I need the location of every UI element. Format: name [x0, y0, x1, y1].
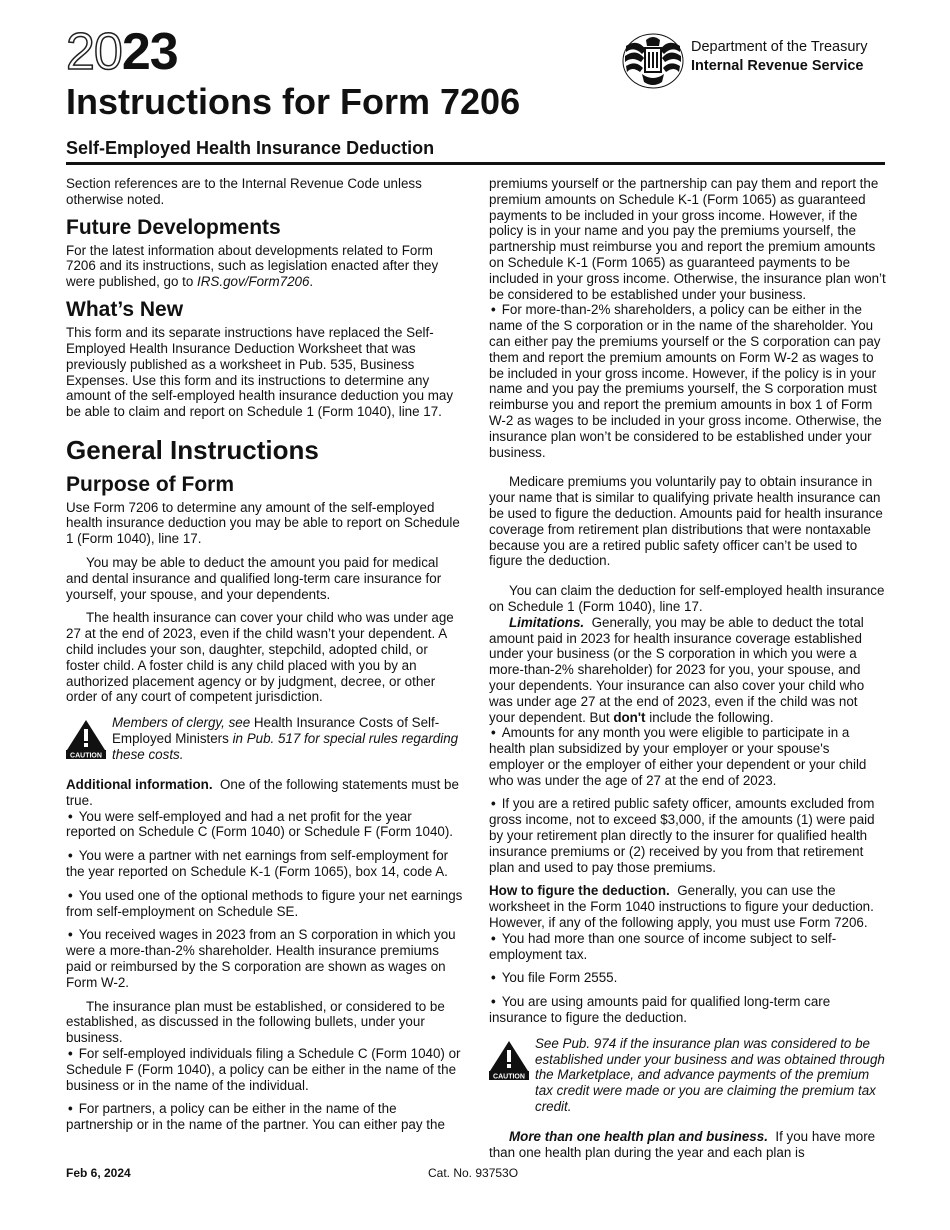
caution-icon	[489, 1040, 535, 1115]
revision-date: Feb 6, 2024	[66, 1166, 131, 1180]
header-rule	[66, 162, 885, 165]
additional-bullet: • You were a partner with net earnings from self-employment for the year reported on Schedule K-1 (Form 1065), box 14, code A.	[66, 848, 464, 880]
year-outline: 20	[66, 23, 122, 81]
additional-bullet: • You received wages in 2023 from an S corporation in which you were a more-than-2% shareholder. Health insurance premiums paid or reimbursed by the S corporation are shown as wages on Form W-2.	[66, 927, 464, 990]
heading-whats-new: What’s New	[66, 298, 184, 322]
caution-box-clergy	[66, 715, 464, 763]
how-to-figure-paragraph: How to figure the deduction. Generally, you can use the worksheet in the Form 1040 instructions to figure your deduction. However, if any of the following apply, you must use Form 7206.	[489, 883, 874, 931]
limitations-bullet: • If you are a retired public safety officer, amounts excluded from gross income, not to exceed $3,000, if the amounts (1) were paid by your retirement plan directly to the insurer for qualified health insurance premiums or (2) received by you from that retirement plan and used to pay those premiums.	[489, 796, 887, 875]
department-name: Department of the Treasury	[691, 39, 868, 55]
document-title: Instructions for Form 7206	[66, 81, 521, 122]
heading-future-developments: Future Developments	[66, 215, 281, 239]
medicare-paragraph: Medicare premiums you voluntarily pay to obtain insurance in your name that is similar to qualifying private health insurance can be used to figure the deduction. Amounts paid for health insurance coverage from retirement plan distributions that were nontaxable because you are a retired public safety officer can’t be used to figure the deduction.	[489, 474, 883, 569]
catalog-number: Cat. No. 93753O	[428, 1166, 519, 1180]
partnership-continuation: premiums yourself or the partnership can pay them and report the premium amounts on Schedule K-1 (Form 1065) as guaranteed payments to be included in your gross income. However, if the policy is in your name and you pay the premiums yourself, the partnership must reimburse you and report the premium amounts on Schedule K-1 (Form 1065) as guaranteed payments to be included in your gross income. Otherwise, the insurance plan won’t be considered to be established under your business.	[489, 176, 886, 302]
year-bold: 23	[121, 23, 178, 81]
purpose-paragraph-3: The health insurance can cover your child who was under age 27 at the end of 2023, even if the child wasn’t your dependent. A child includes your son, daughter, stepchild, adopted child, or foster child. A foster child is any child placed with you by an authorized placement agency or by judgment, decree, or other order of any court of competent jurisdiction.	[66, 610, 454, 705]
heading-general-instructions: General Instructions	[66, 434, 319, 465]
future-developments-text: For the latest information about developments related to Form 7206 and its instructions, such as legislation enacted after they were published, go to IRS.gov/Form7206.	[66, 242, 439, 290]
additional-bullet: • You were self-employed and had a net profit for the year reported on Schedule C (Form 1040) or Schedule F (Form 1040).	[66, 809, 464, 841]
whats-new-text: This form and its separate instructions have replaced the Self-Employed Health Insurance Deduction Worksheet that was previously published as a worksheet in Pub. 535, Business Expenses. Use this form and its instructions to determine any amount of the self-employed health insurance deduction you may be able to claim and report on Schedule 1 (Form 1040), line 17.	[66, 325, 454, 420]
additional-bullet: • You used one of the optional methods to figure your net earnings from self-employment on Schedule SE.	[66, 888, 464, 920]
right-column	[489, 176, 887, 1168]
howto-bullet: • You are using amounts paid for qualified long-term care insurance to figure the deduction.	[489, 994, 887, 1026]
plan-bullet: • For self-employed individuals filing a Schedule C (Form 1040) or Schedule F (Form 1040), a policy can be either in the name of the business or in the name of the individual.	[66, 1046, 464, 1093]
caution-box-marketplace	[489, 1036, 887, 1115]
left-column	[66, 176, 464, 1141]
intro-text: Section references are to the Internal Revenue Code unless otherwise noted.	[66, 176, 422, 207]
document-subtitle: Self-Employed Health Insurance Deduction	[66, 138, 435, 158]
purpose-paragraph-1: Use Form 7206 to determine any amount of the self-employed health insurance deduction you may be able to report on Schedule 1 (Form 1040), line 17.	[66, 499, 460, 547]
svg-text:CAUTION: CAUTION	[70, 752, 102, 760]
additional-information: Additional information. One of the following statements must be true.	[66, 777, 459, 808]
plan-bullet: • For partners, a policy can be either in the name of the partnership or in the name of the partner. You can either pay the	[66, 1101, 464, 1133]
agency-block	[622, 32, 892, 92]
caution-icon	[66, 719, 112, 763]
form7206-link[interactable]: IRS.gov/Form7206	[197, 274, 310, 290]
heading-purpose-of-form: Purpose of Form	[66, 472, 235, 496]
caution-text-clergy: Members of clergy, see Health Insurance Costs of Self-Employed Ministers in Pub. 517 for special rules regarding these costs.	[112, 715, 459, 762]
caution-text-marketplace: See Pub. 974 if the insurance plan was considered to be established under your business and was obtained through the Marketplace, and advance payments of the premium tax credit were made or you are claiming the premium tax credit.	[535, 1035, 885, 1115]
irs-eagle-icon	[622, 32, 684, 90]
howto-bullet: • You file Form 2555.	[489, 970, 887, 986]
svg-text:CAUTION: CAUTION	[493, 1073, 525, 1080]
service-name: Internal Revenue Service	[691, 58, 864, 74]
insurance-plan-paragraph: The insurance plan must be established, or considered to be established, as discussed in the following bullets, under your business.	[66, 998, 445, 1046]
scorp-bullet: • For more-than-2% shareholders, a policy can be either in the name of the S corporation or in the name of the shareholder. You can either pay the premiums yourself or the S corporation can pay them and report the premium amounts on Form W-2 as wages to be included in your gross income. However, if the policy is in your name and you pay the premiums yourself, the S corporation must reimburse you and report the premium amounts in box 1 of Form W-2 as wages to be included in your gross income. Otherwise, the insurance plan won’t be considered to be established under your business.	[489, 302, 887, 460]
howto-bullet: • You had more than one source of income subject to self-employment tax.	[489, 931, 887, 963]
limitations-bullet: • Amounts for any month you were eligible to participate in a health plan subsidized by your employer or your spouse's employer or the employer of either your dependent or your child who was under the age of 27 at the end of 2023.	[489, 725, 887, 788]
more-than-one-plan-paragraph: More than one health plan and business. If you have more than one health plan during the year and each plan is	[489, 1128, 876, 1160]
purpose-paragraph-2: You may be able to deduct the amount you paid for medical and dental insurance and qualified long-term care insurance for yourself, your spouse, and your dependents.	[66, 555, 442, 602]
claim-paragraph: You can claim the deduction for self-employed health insurance on Schedule 1 (Form 1040), line 17.	[489, 583, 885, 614]
limitations-paragraph: Limitations. Generally, you may be able to deduct the total amount paid in 2023 for health insurance coverage established under your business (or the S corporation in which you were a more-than-2% shareholder) for 2023 for you, your spouse, and your dependents. Your insurance can also cover your child who was under age 27 at the end of 2023, even if the child was not your dependent. But don't include the following.	[489, 614, 865, 725]
tax-year	[66, 23, 178, 81]
